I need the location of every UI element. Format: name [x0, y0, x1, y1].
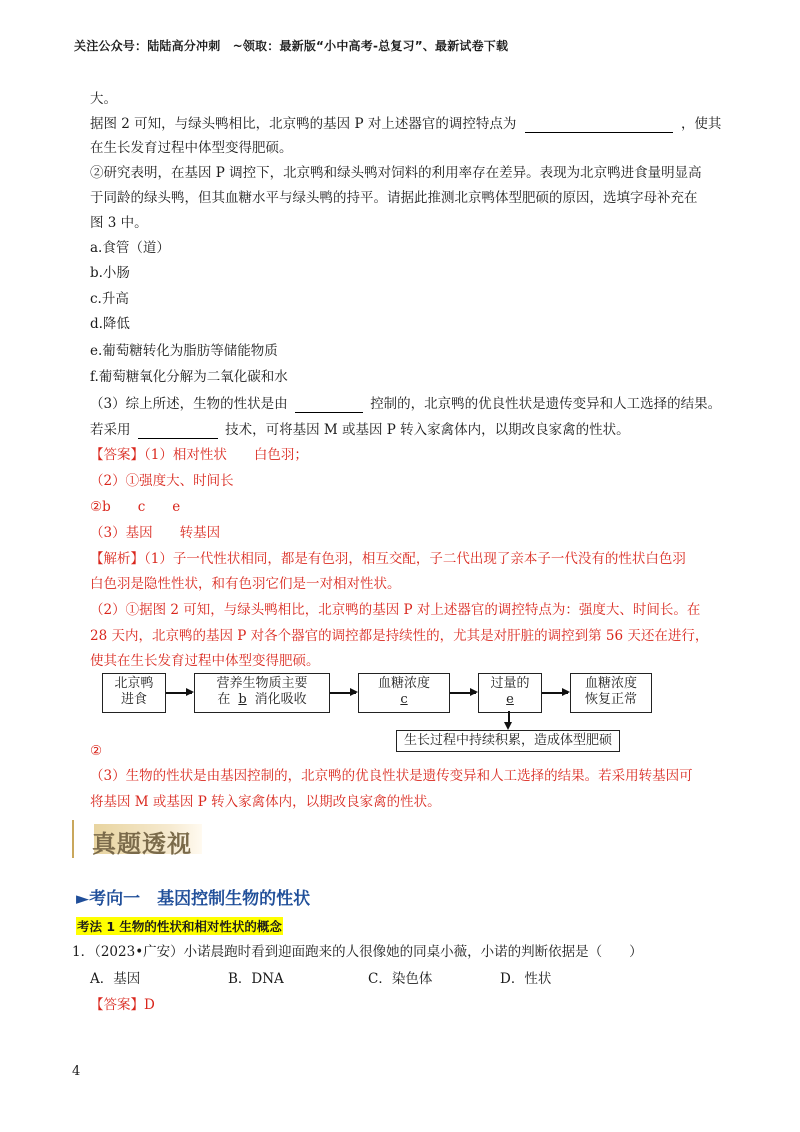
page-number: 4	[72, 1064, 81, 1079]
analysis-line: 将基因 M 或基因 P 转入家禽体内，以期改良家禽的性状。	[90, 794, 441, 810]
arrow-icon	[330, 692, 356, 694]
option-e: e.葡萄糖转化为脂肪等储能物质	[90, 343, 278, 359]
answer-line: 【答案】（1）相对性状 白色羽；	[90, 447, 308, 463]
diagram-box-text: 北京鸭	[114, 676, 154, 691]
text-line	[90, 115, 721, 133]
option-b: b.小肠	[90, 265, 130, 281]
answer-blank	[138, 424, 218, 439]
question-option-a: A．基因	[90, 971, 141, 987]
text-line-part: 若采用	[90, 422, 131, 438]
text-line-part: ，使其	[680, 116, 722, 132]
diagram-box-digestion	[194, 673, 330, 713]
diagram-box-text: 血糖浓度	[584, 676, 637, 691]
diagram-box-text-part: 消化吸收	[254, 692, 307, 707]
text-line	[90, 395, 721, 413]
answer-line: （2）①强度大、时间长	[90, 473, 234, 489]
text-line: 图 3 中。	[90, 215, 148, 231]
option-c: c.升高	[90, 291, 129, 307]
arrow-down-icon	[504, 722, 512, 730]
text-line-part: 技术，可将基因 M 或基因 P 转入家禽体内，以期改良家禽的性状。	[225, 422, 630, 438]
question-option-c: C．染色体	[368, 971, 433, 987]
text-line-part: 控制的，北京鸭的优良性状是遗传变异和人工选择的结果。	[370, 396, 722, 412]
question-answer: 【答案】D	[90, 997, 155, 1013]
option-f: f.葡萄糖氧化分解为二氧化碳和水	[90, 369, 288, 385]
text-line	[90, 421, 630, 439]
diagram-fill-e: e	[506, 692, 514, 707]
text-line-part: （3）综上所述，生物的性状是由	[90, 396, 288, 412]
diagram-box-blood-sugar	[358, 673, 450, 713]
diagram-box-text	[195, 692, 329, 708]
arrow-icon	[542, 692, 568, 694]
diagram-box-excess	[478, 673, 542, 713]
diagram-fill-b: b	[238, 692, 247, 707]
arrow-icon	[166, 692, 192, 694]
diagram-box-text-part: 在	[217, 692, 231, 707]
analysis-marker: ②	[90, 743, 103, 759]
diagram-box-text: 恢复正常	[584, 692, 637, 707]
diagram-box-recovery	[570, 673, 652, 713]
analysis-line: （2）①据图 2 可知，与绿头鸭相比，北京鸭的基因 P 对上述器官的调控特点为：强度大、时间长。在	[90, 602, 701, 618]
option-a: a.食管（道）	[90, 240, 170, 256]
text-line: 在生长发育过程中体型变得肥硕。	[90, 140, 293, 156]
question-option-b: B．DNA	[228, 971, 284, 987]
text-line: ②研究表明，在基因 P 调控下，北京鸭和绿头鸭对饲料的利用率存在差异。表现为北京鸭进食量明显高	[90, 165, 702, 181]
diagram-box-text: 血糖浓度	[377, 676, 430, 691]
analysis-line: 【解析】（1）子一代性状相同，都是有色羽，相互交配，子二代出现了亲本子一代没有的性状白色羽	[90, 551, 686, 567]
answer-line: ②b c e	[90, 499, 181, 515]
method-heading: 考法 1 生物的性状和相对性状的概念	[77, 919, 282, 934]
section-direction-title: ►考向一 基因控制生物的性状	[76, 889, 311, 909]
diagram-box-duck-eating	[102, 673, 166, 713]
question-option-d: D．性状	[500, 971, 552, 987]
question-stem: 1．（2023•广安）小诺晨跑时看到迎面跑来的人很像她的同桌小薇，小诺的判断依据是（ ）	[72, 944, 643, 960]
analysis-line: 白色羽是隐性性状，和有色羽它们是一对相对性状。	[90, 576, 401, 592]
diagram-box-text: 进食	[120, 692, 147, 707]
text-line-part: 据图 2 可知，与绿头鸭相比，北京鸭的基因 P 对上述器官的调控特点为	[90, 116, 517, 132]
diagram-box-text: 营养生物质主要	[216, 676, 308, 691]
analysis-line: 使其在生长发育过程中体型变得肥硕。	[90, 653, 320, 669]
option-d: d.降低	[90, 316, 130, 332]
diagram-box-accumulation: 生长过程中持续积累，造成体型肥硕	[396, 730, 620, 752]
arrow-icon	[450, 692, 476, 694]
analysis-line: （3）生物的性状是由基因控制的，北京鸭的优良性状是遗传变异和人工选择的结果。若采用转基因可	[90, 768, 693, 784]
page-header: 关注公众号：陆陆高分冲刺 ~领取：最新版“小中高考-总复习”、最新试卷下载	[74, 39, 509, 53]
diagram-box-text: 过量的	[490, 676, 530, 691]
answer-line: （3）基因 转基因	[90, 525, 221, 541]
text-line: 于同龄的绿头鸭，但其血糖水平与绿头鸭的持平。请据此推测北京鸭体型肥硕的原因，选填字母补充在	[90, 190, 698, 206]
analysis-line: 28 天内，北京鸭的基因 P 对各个器官的调控都是持续性的，尤其是对肝脏的调控到第 56 天还在进行，	[90, 628, 709, 644]
answer-blank	[525, 118, 673, 133]
diagram-fill-c: c	[400, 692, 408, 707]
text-line: 大。	[90, 91, 117, 107]
banner-bar	[72, 820, 74, 858]
answer-blank	[295, 398, 363, 413]
banner-title: 真题透视	[92, 830, 192, 858]
section-banner	[72, 818, 202, 860]
